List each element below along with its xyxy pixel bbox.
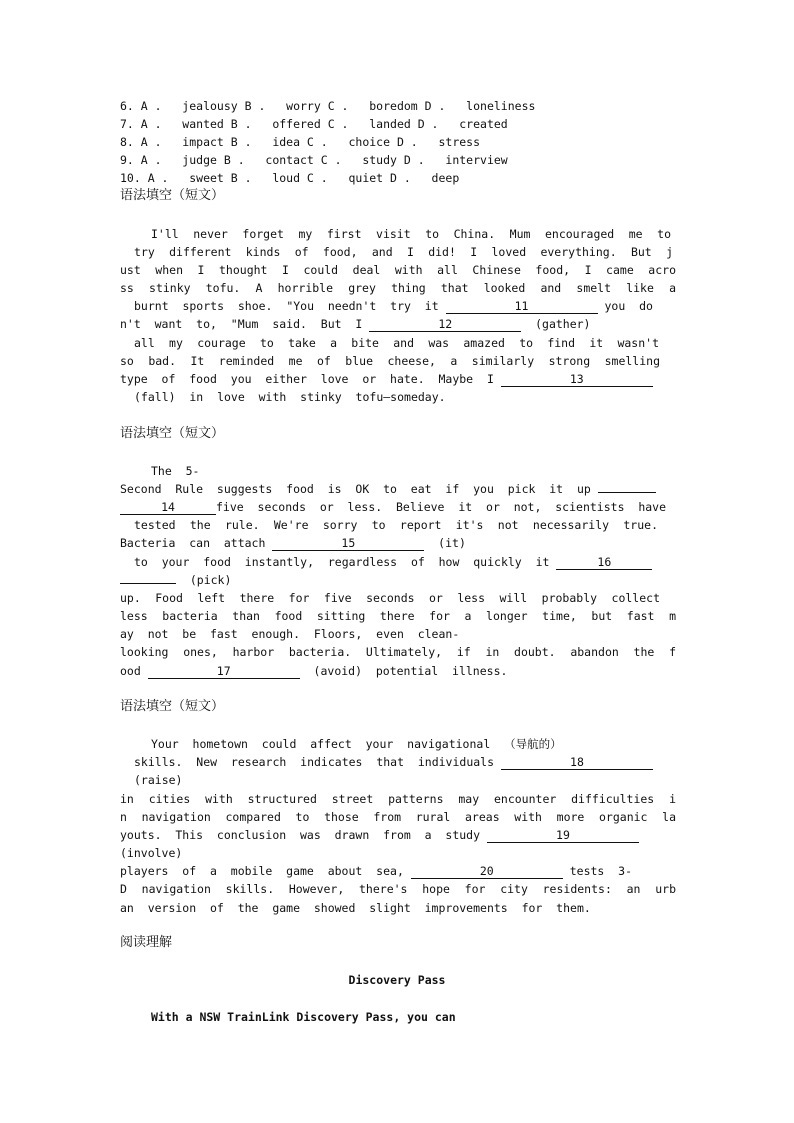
passage2-line [134, 553, 690, 571]
passage2-line: ay not be fast enough. Floors, even clean- [120, 627, 460, 641]
answer-blank-14-start[interactable] [598, 492, 656, 493]
passage1-text: n't want to, "Mum said. But I [120, 317, 370, 331]
answer-blank-17[interactable]: 17 [148, 664, 300, 679]
passage2-line [120, 534, 676, 552]
answer-blank-20[interactable]: 20 [411, 864, 563, 879]
passage1-line [134, 297, 690, 315]
answer-blank-16-end[interactable] [120, 583, 176, 584]
reading-intro: With a NSW TrainLink Discovery Pass, you can [151, 1010, 456, 1024]
passage2-line [120, 480, 676, 498]
answer-blank-15[interactable]: 15 [272, 536, 424, 551]
passage3-line: (involve) [120, 846, 183, 860]
answer-blank-16[interactable]: 16 [556, 555, 652, 570]
answer-blank-11[interactable]: 11 [446, 299, 598, 314]
passage3-line: D navigation skills. However, there's hope for city residents: an urb [120, 882, 676, 896]
answer-blank-14[interactable]: 14 [120, 500, 216, 515]
passage3-text: players of a mobile game about sea, [120, 864, 411, 878]
answer-blank-18[interactable]: 18 [501, 755, 653, 770]
passage1-text: (gather) [521, 317, 591, 331]
passage3-line: in cities with structured street patterns may encounter difficulties i [120, 792, 676, 806]
passage2-text: (it) [424, 536, 466, 550]
passage1-line: try different kinds of food, and I did! I loved everything. But j [134, 245, 673, 259]
passage1-line: I'll never forget my first visit to China. Mum encouraged me to [151, 227, 671, 241]
passage1-line: all my courage to take a bite and was amazed to find it wasn't [134, 336, 659, 350]
section-heading-grammar-2: 语法填空（短文） [120, 426, 225, 441]
passage2-text: five seconds or less. Believe it or not, scientists have [216, 500, 667, 514]
passage2-line: less bacteria than food sitting there for a longer time, but fast m [120, 609, 676, 623]
passage3-line [120, 826, 676, 844]
choice-line-6: 6. A . jealousy B . worry C . boredom D . loneliness [120, 99, 536, 113]
section-heading-reading: 阅读理解 [120, 935, 173, 950]
passage3-text: skills. New research indicates that individuals [134, 755, 501, 769]
passage2-text: (avoid) potential illness. [299, 664, 508, 678]
passage2-text: ood [120, 664, 148, 678]
passage3-line [134, 753, 690, 771]
passage2-line: The 5- [151, 464, 200, 478]
reading-title: Discovery Pass [348, 973, 446, 987]
choice-line-8: 8. A . impact B . idea C . choice D . stress [120, 135, 481, 149]
answer-blank-12[interactable]: 12 [369, 317, 521, 332]
passage1-text: type of food you either love or hate. Maybe I [120, 372, 501, 386]
passage1-line: (fall) in love with stinky tofu—someday. [134, 390, 446, 404]
choice-line-9: 9. A . judge B . contact C . study D . interview [120, 153, 508, 167]
passage2-text: (pick) [176, 573, 232, 587]
passage2-text: Bacteria can attach [120, 536, 273, 550]
passage2-line: looking ones, harbor bacteria. Ultimately, if in doubt. abandon the f [120, 645, 676, 659]
passage1-line: ss stinky tofu. A horrible grey thing that looked and smelt like a [120, 281, 676, 295]
passage2-line: up. Food left there for five seconds or less will probably collect [120, 591, 660, 605]
passage3-line [120, 862, 676, 880]
choice-line-7: 7. A . wanted B . offered C . landed D . created [120, 117, 508, 131]
passage1-line: ust when I thought I could deal with all Chinese food, I came acro [120, 263, 676, 277]
passage2-text: Second Rule suggests food is OK to eat if you pick it up [120, 482, 598, 496]
passage3-text: tests 3- [562, 864, 633, 878]
section-heading-grammar-3: 语法填空（短文） [120, 699, 225, 714]
choice-line-10: 10. A . sweet B . loud C . quiet D . deep [120, 171, 460, 185]
passage2-line [120, 498, 676, 516]
passage3-line: an version of the game showed slight improvements for them. [120, 901, 591, 915]
passage1-line [120, 315, 676, 333]
section-heading-grammar-1: 语法填空（短文） [120, 188, 225, 203]
answer-blank-19[interactable]: 19 [487, 828, 639, 843]
passage3-line: n navigation compared to those from rural areas with more organic la [120, 810, 676, 824]
passage1-line [120, 370, 676, 388]
passage2-text: to your food instantly, regardless of how quickly it [134, 555, 557, 569]
passage2-line [120, 662, 676, 680]
passage1-line: so bad. It reminded me of blue cheese, a similarly strong smelling [120, 354, 660, 368]
answer-blank-13[interactable]: 13 [501, 372, 653, 387]
passage2-line: tested the rule. We're sorry to report it's not necessarily true. [134, 518, 658, 532]
passage3-text: youts. This conclusion was drawn from a study [120, 828, 487, 842]
passage3-line: Your hometown could affect your navigational （导航的） [151, 737, 562, 751]
passage1-text: burnt sports shoe. "You needn't try it [134, 299, 446, 313]
passage2-line [120, 571, 676, 589]
passage3-line: (raise) [134, 773, 183, 787]
passage1-text: you do [597, 299, 653, 313]
